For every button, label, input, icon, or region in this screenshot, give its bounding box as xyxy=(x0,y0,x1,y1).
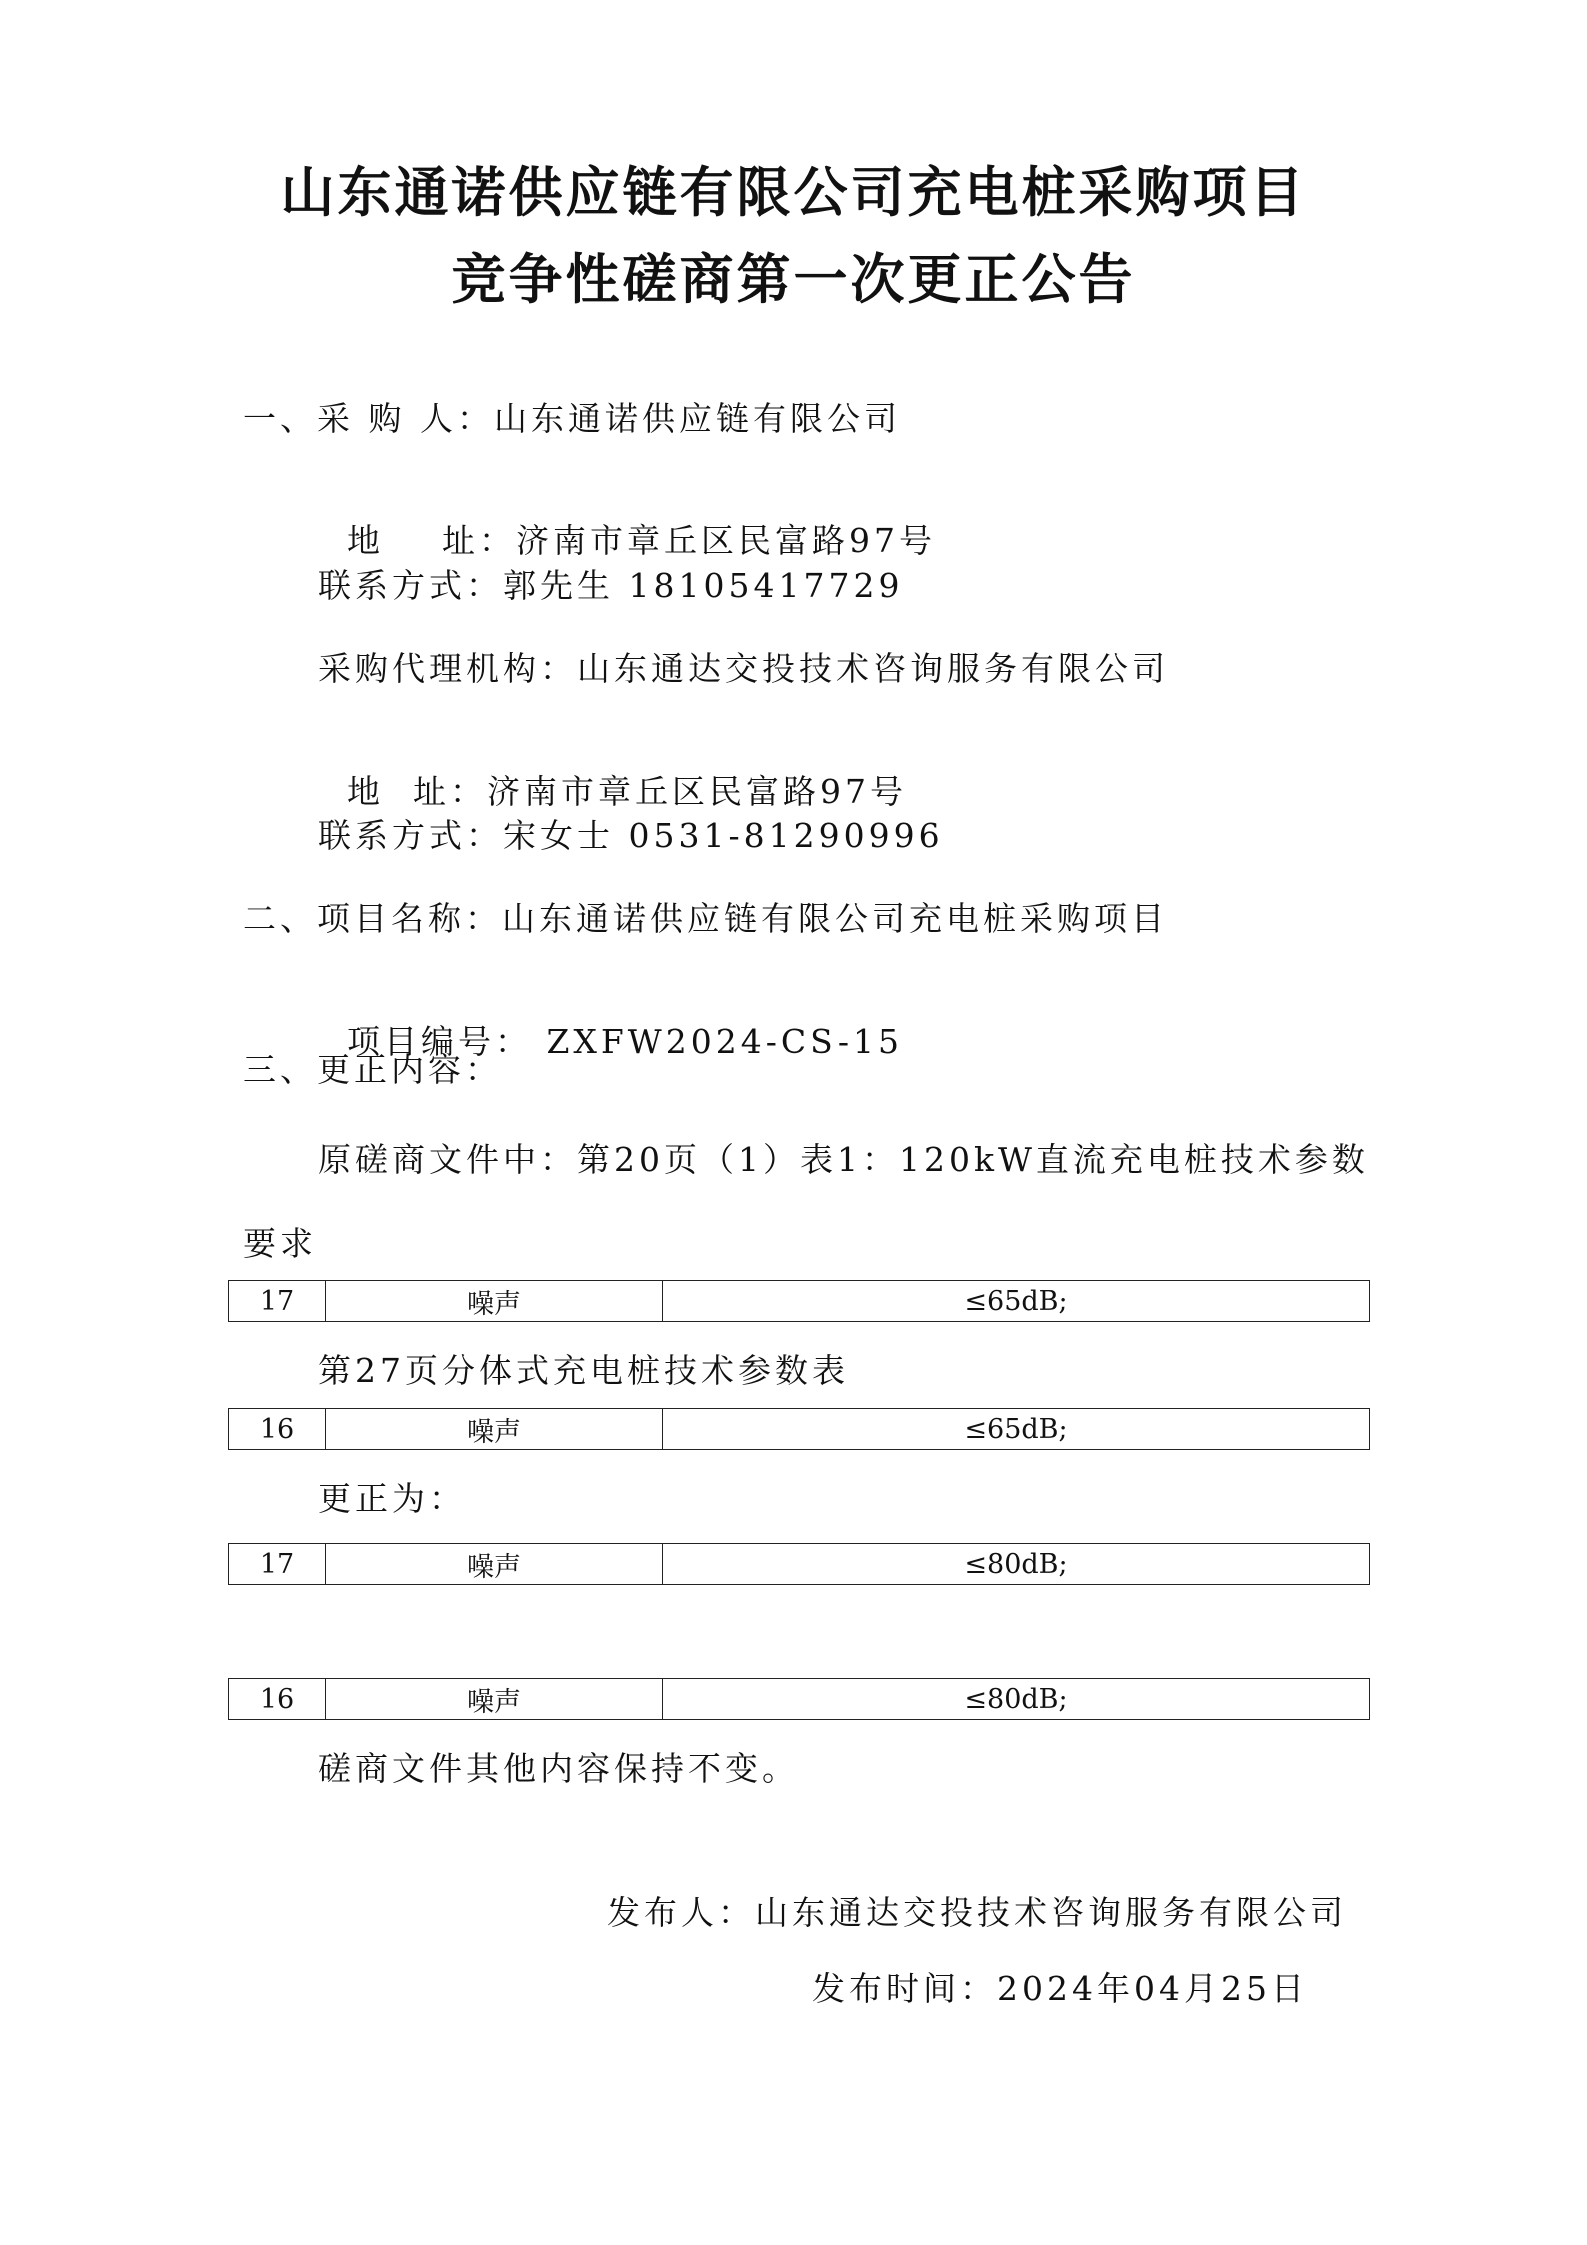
agency-line xyxy=(318,643,1169,690)
publisher-label: 发布人： xyxy=(607,1893,755,1932)
agency-contact: 宋女士 0531-81290996 xyxy=(503,816,944,855)
other-content-note: 磋商文件其他内容保持不变。 xyxy=(318,1749,799,1788)
item-name: 噪声 xyxy=(326,1281,663,1322)
publish-date-label: 发布时间： xyxy=(812,1969,997,2008)
purchaser-line xyxy=(243,393,901,440)
project-name-line xyxy=(243,893,1168,940)
publish-date: 2024年04月25日 xyxy=(997,1969,1308,2008)
title-line-1: 山东通诺供应链有限公司充电桩采购项目 xyxy=(280,161,1307,224)
agency-address-label: 地 址： xyxy=(346,772,487,811)
item-number: 17 xyxy=(229,1281,326,1322)
item-number: 16 xyxy=(229,1409,326,1450)
item-name: 噪声 xyxy=(326,1409,663,1450)
item-number: 17 xyxy=(229,1544,326,1585)
publisher-name: 山东通达交投技术咨询服务有限公司 xyxy=(755,1893,1347,1932)
spec-table-corrected-2 xyxy=(228,1678,1370,1720)
original-intro-line-1: 原磋商文件中：第20页（1）表1：120kW直流充电桩技术参数 xyxy=(318,1140,1369,1179)
table-row xyxy=(229,1679,1370,1720)
agency-contact-label: 联系方式： xyxy=(318,816,503,855)
table-row xyxy=(229,1544,1370,1585)
project-number: ZXFW2024-CS-15 xyxy=(531,1022,904,1061)
original-intro-line-2: 要求 xyxy=(243,1224,317,1263)
purchaser-label: 一、采 购 人： xyxy=(243,399,494,438)
purchaser-address: 济南市章丘区民富路97号 xyxy=(515,521,936,560)
agency-address: 济南市章丘区民富路97号 xyxy=(486,772,907,811)
item-name: 噪声 xyxy=(326,1544,663,1585)
purchaser-contact-line xyxy=(318,560,903,607)
item-value: ≤80dB; xyxy=(663,1544,1370,1585)
item-value: ≤65dB; xyxy=(663,1409,1370,1450)
purchaser-contact: 郭先生 18105417729 xyxy=(503,566,904,605)
agency-address-line xyxy=(318,727,907,813)
agency-name: 山东通达交投技术咨询服务有限公司 xyxy=(577,649,1169,688)
publish-date-line xyxy=(812,1963,1308,2010)
corrected-label: 更正为： xyxy=(318,1479,466,1518)
changes-heading: 三、更正内容： xyxy=(243,1050,502,1089)
agency-label: 采购代理机构： xyxy=(318,649,577,688)
agency-contact-line xyxy=(318,810,944,857)
project-number-label: 项目编号： xyxy=(346,1022,532,1061)
table-row xyxy=(229,1281,1370,1322)
purchaser-contact-label: 联系方式： xyxy=(318,566,503,605)
publisher-line xyxy=(607,1887,1347,1934)
table-row xyxy=(229,1409,1370,1450)
item-value: ≤65dB; xyxy=(663,1281,1370,1322)
purchaser-name: 山东通诺供应链有限公司 xyxy=(493,399,901,438)
project-name: 山东通诺供应链有限公司充电桩采购项目 xyxy=(502,899,1168,938)
item-name: 噪声 xyxy=(326,1679,663,1720)
spec-table-original-2 xyxy=(228,1408,1370,1450)
spec-table-original-1 xyxy=(228,1280,1370,1322)
page27-intro: 第27页分体式充电桩技术参数表 xyxy=(318,1351,849,1390)
title-line-2: 竞争性磋商第一次更正公告 xyxy=(451,248,1136,311)
purchaser-address-line xyxy=(318,476,936,562)
project-name-label: 二、项目名称： xyxy=(243,899,502,938)
spec-table-corrected-1 xyxy=(228,1543,1370,1585)
item-number: 16 xyxy=(229,1679,326,1720)
item-value: ≤80dB; xyxy=(663,1679,1370,1720)
purchaser-address-label: 地 址： xyxy=(346,521,516,560)
